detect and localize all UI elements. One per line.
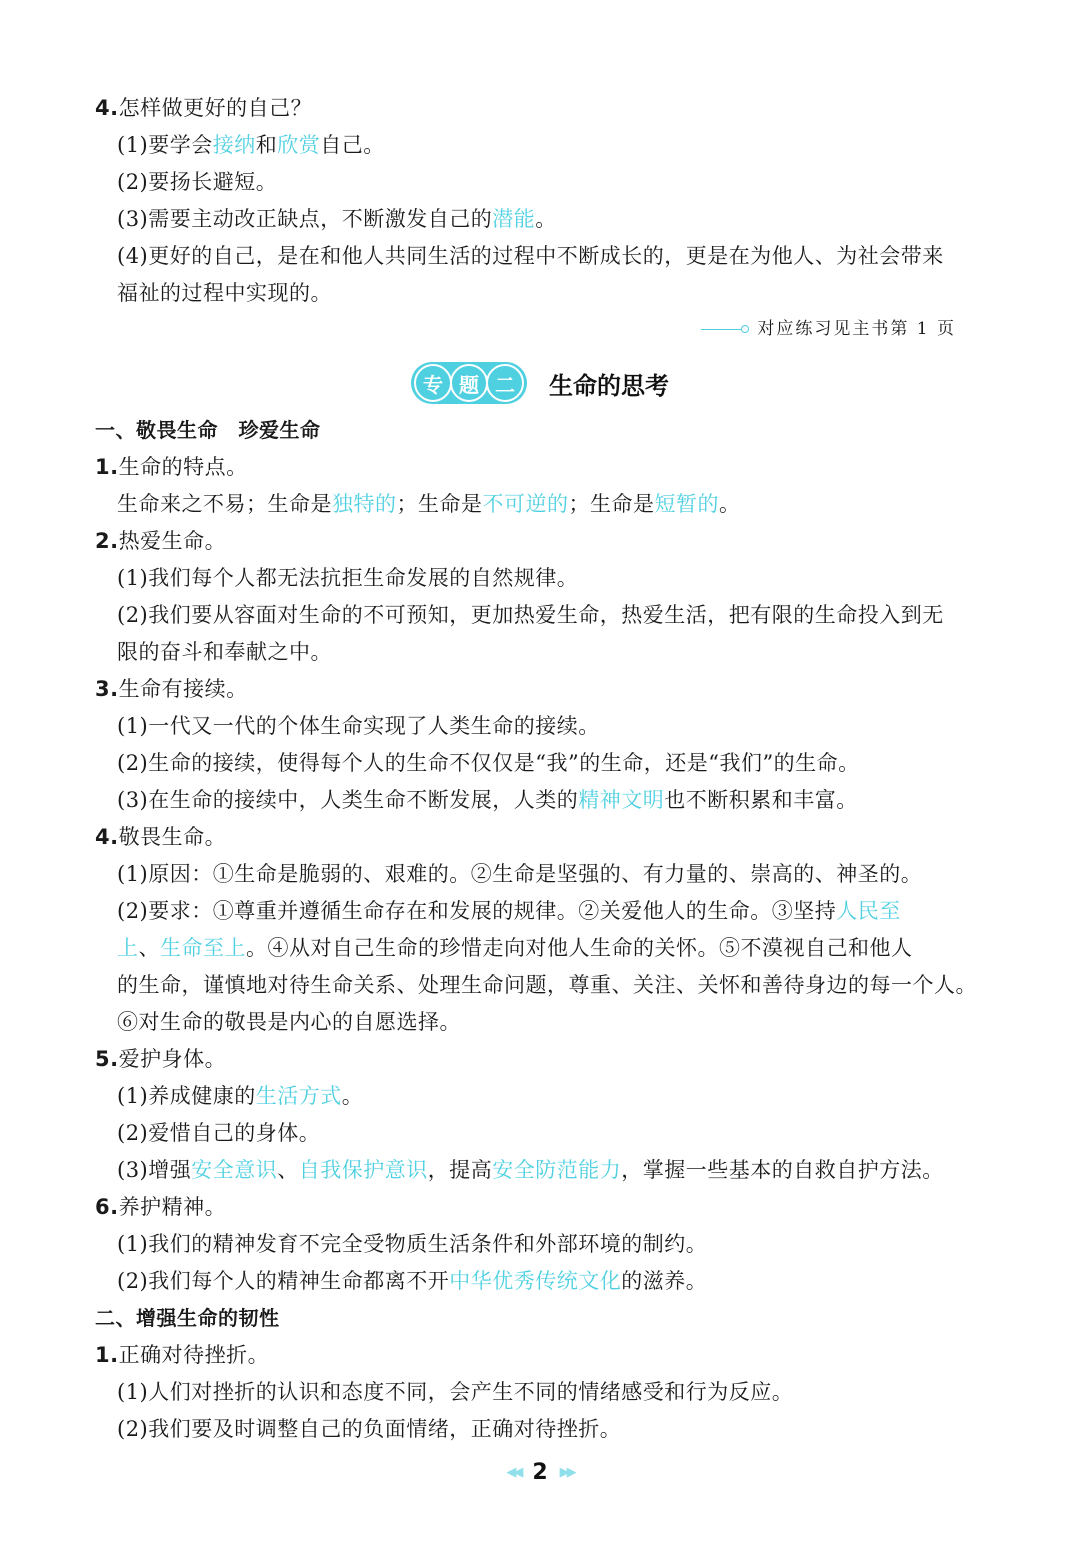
answer-highlight: 不可逆的	[482, 492, 569, 516]
topic-header	[0, 362, 1080, 404]
item-text: (2)要求：①尊重并遵循生命存在和发展的规律。②关爱他人的生命。③坚持人民至	[117, 899, 901, 923]
topic-badge: 专 题 二	[411, 362, 527, 404]
q4-point-3: (3)需要主动改正缺点，不断激发自己的潜能。	[117, 207, 557, 231]
answer-highlight: 安全防范能力	[492, 1158, 622, 1182]
item-text: (1)我们的精神发育不完全受物质生活条件和外部环境的制约。	[117, 1232, 708, 1256]
item-text: 限的奋斗和奉献之中。	[117, 640, 332, 664]
page-footer	[0, 1460, 1080, 1485]
q4-point-2: (2)要扬长避短。	[117, 170, 278, 194]
answer-highlight: 接纳	[212, 133, 256, 157]
page-number: 2	[532, 1460, 548, 1485]
answer-highlight: 独特的	[332, 492, 397, 516]
item-text: (1)人们对挫折的认识和态度不同，会产生不同的情绪感受和行为反应。	[117, 1380, 794, 1404]
item-text: (2)我们每个人的精神生命都离不开中华优秀传统文化的滋养。	[117, 1269, 708, 1293]
item-text: (2)生命的接续，使得每个人的生命不仅仅是“我”的生命，还是“我们”的生命。	[117, 751, 860, 775]
item-text: (2)我们要及时调整自己的负面情绪，正确对待挫折。	[117, 1417, 622, 1441]
item-heading: 4.敬畏生命。	[95, 825, 227, 849]
practice-reference: 对应练习见主书第 1 页	[701, 316, 956, 342]
prev-arrows-icon: ◀◀	[506, 1465, 521, 1480]
answer-highlight: 人民至	[836, 899, 901, 923]
answer-highlight: 中华优秀传统文化	[449, 1269, 622, 1293]
item-text: (2)我们要从容面对生命的不可预知，更加热爱生命，热爱生活，把有限的生命投入到无	[117, 603, 944, 627]
next-arrows-icon: ▶▶	[559, 1465, 574, 1480]
answer-highlight: 安全意识	[191, 1158, 278, 1182]
item-heading: 2.热爱生命。	[95, 529, 227, 553]
item-text: (3)增强安全意识、自我保护意识，提高安全防范能力，掌握一些基本的自救自护方法。	[117, 1158, 944, 1182]
reference-rule	[701, 329, 741, 330]
item-text: (2)爱惜自己的身体。	[117, 1121, 321, 1145]
item-heading: 6.养护精神。	[95, 1195, 227, 1219]
item-text: 的生命，谨慎地对待生命关系、处理生命问题，尊重、关注、关怀和善待身边的每一个人。	[117, 973, 977, 997]
item-heading: 1.正确对待挫折。	[95, 1343, 270, 1367]
q4-point-4-line1: (4)更好的自己，是在和他人共同生活的过程中不断成长的，更是在为他人、为社会带来	[117, 244, 944, 268]
item-text: ⑥对生命的敬畏是内心的自愿选择。	[117, 1010, 461, 1034]
section-heading-1: 一、敬畏生命 珍爱生命	[95, 418, 321, 442]
item-heading: 3.生命有接续。	[95, 677, 248, 701]
section-heading-2: 二、增强生命的韧性	[95, 1306, 280, 1330]
item-text: (3)在生命的接续中，人类生命不断发展，人类的精神文明也不断积累和丰富。	[117, 788, 858, 812]
answer-highlight: 精神文明	[578, 788, 665, 812]
topic-title: 生命的思考	[549, 371, 669, 400]
item-text: (1)我们每个人都无法抗拒生命发展的自然规律。	[117, 566, 579, 590]
item-text: 生命来之不易；生命是独特的；生命是不可逆的；生命是短暂的。	[117, 492, 741, 516]
answer-highlight: 短暂的	[654, 492, 719, 516]
item-text: (1)养成健康的生活方式。	[117, 1084, 364, 1108]
item-text: 上、生命至上。④从对自己生命的珍惜走向对他人生命的关怀。⑤不漠视自己和他人	[117, 936, 913, 960]
reference-dot-icon	[741, 325, 749, 333]
q4-heading: 4.怎样做更好的自己？	[95, 96, 313, 120]
answer-highlight: 欣赏	[277, 133, 321, 157]
item-heading: 5.爱护身体。	[95, 1047, 227, 1071]
q4-point-1: (1)要学会接纳和欣赏自己。	[117, 133, 385, 157]
answer-highlight: 潜能	[492, 207, 536, 231]
q4-point-4-line2: 福祉的过程中实现的。	[117, 281, 332, 305]
item-text: (1)原因：①生命是脆弱的、艰难的。②生命是坚强的、有力量的、崇高的、神圣的。	[117, 862, 923, 886]
answer-highlight: 上	[117, 936, 139, 960]
item-heading: 1.生命的特点。	[95, 455, 248, 479]
item-text: (1)一代又一代的个体生命实现了人类生命的接续。	[117, 714, 600, 738]
answer-highlight: 生活方式	[255, 1084, 342, 1108]
answer-highlight: 生命至上	[160, 936, 246, 960]
answer-highlight: 自我保护意识	[298, 1158, 428, 1182]
